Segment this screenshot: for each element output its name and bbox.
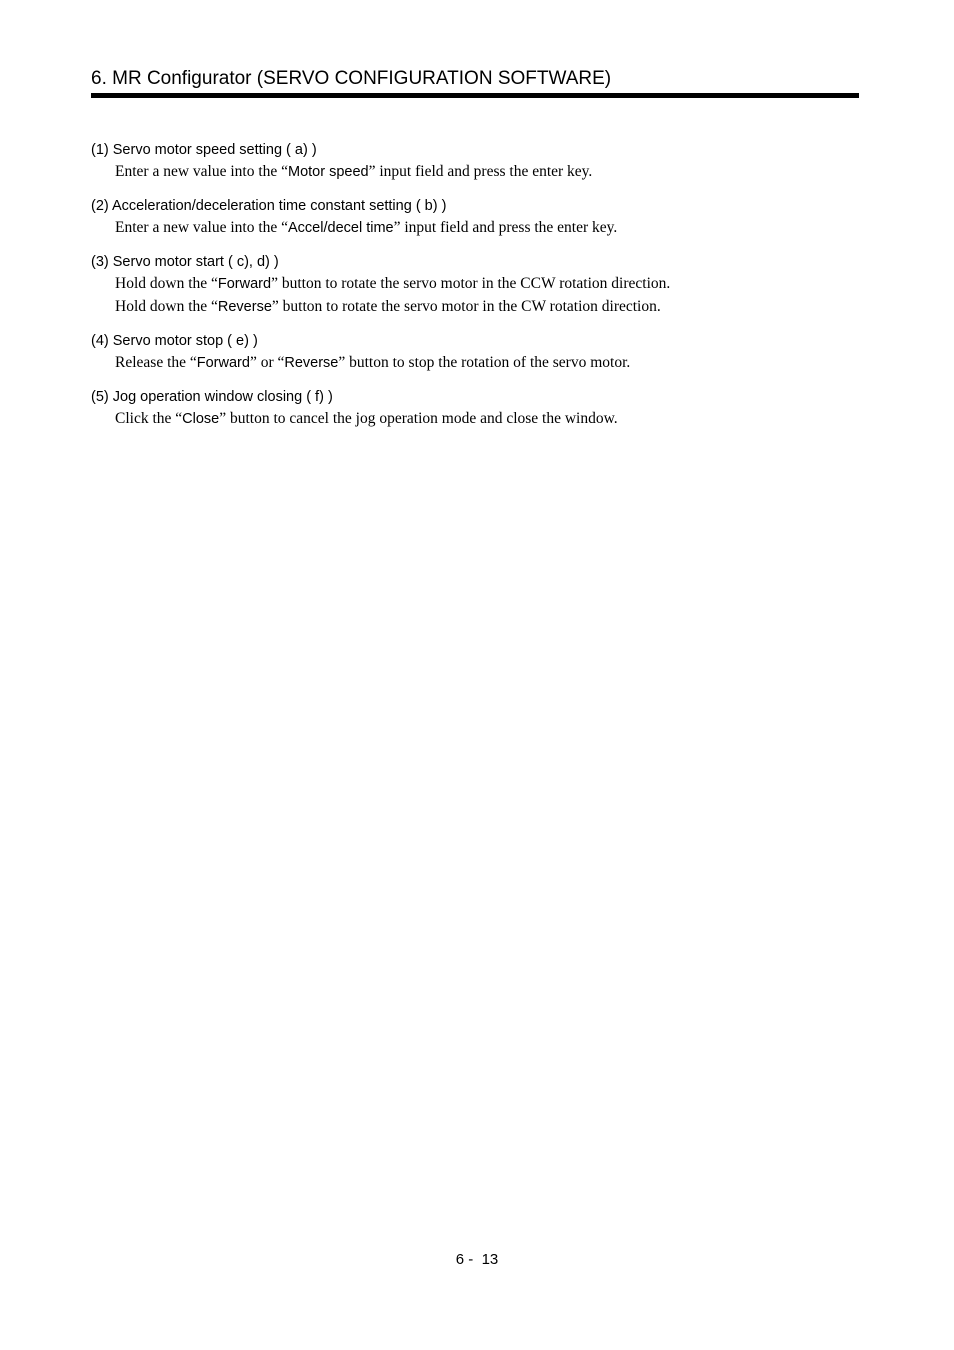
instruction-text: Hold down the “	[115, 298, 218, 315]
ui-term: Motor speed	[288, 164, 369, 180]
instruction-section	[91, 387, 871, 430]
header-rule	[91, 93, 859, 98]
chapter-title: 6. MR Configurator (SERVO CONFIGURATION SOFTWARE)	[91, 68, 612, 89]
instruction-line	[91, 407, 871, 430]
ui-term: Accel/decel time	[288, 220, 394, 236]
ui-term: Reverse	[217, 299, 272, 315]
page-number: 6 - 13	[455, 1251, 499, 1268]
instruction-section	[91, 331, 871, 374]
instruction-section	[91, 140, 871, 183]
instruction-section	[91, 252, 871, 318]
instruction-line	[91, 216, 871, 239]
instruction-line	[91, 351, 871, 374]
instruction-text: Release the “	[115, 354, 197, 371]
instruction-text: ” button to cancel the jog operation mode and close the window.	[219, 410, 618, 427]
instruction-text: ” or “	[249, 354, 285, 371]
instruction-text: ” button to rotate the servo motor in the CCW rotation direction.	[271, 275, 671, 292]
instruction-line	[91, 295, 871, 318]
section-heading: (5) Jog operation window closing ( f) )	[91, 389, 333, 405]
section-heading: (2) Acceleration/deceleration time constant setting ( b) )	[91, 198, 447, 214]
instruction-text: Enter a new value into the “	[115, 163, 289, 180]
instruction-text: Click the “	[115, 410, 183, 427]
instruction-line	[91, 160, 871, 183]
section-heading: (3) Servo motor start ( c), d) )	[91, 254, 279, 270]
ui-term: Close	[182, 411, 220, 427]
instruction-text: ” button to rotate the servo motor in the CW rotation direction.	[271, 298, 661, 315]
instructions-content	[91, 140, 871, 443]
instruction-text: Hold down the “	[115, 275, 218, 292]
instruction-text: ” input field and press the enter key.	[368, 163, 593, 180]
instruction-line	[91, 272, 871, 295]
section-heading: (4) Servo motor stop ( e) )	[91, 333, 258, 349]
instruction-text: ” button to stop the rotation of the servo motor.	[338, 354, 631, 371]
instruction-text: ” input field and press the enter key.	[393, 219, 618, 236]
instruction-section	[91, 196, 871, 239]
ui-term: Reverse	[284, 355, 339, 371]
page-header	[91, 66, 859, 98]
instruction-text: Enter a new value into the “	[115, 219, 289, 236]
ui-term: Forward	[196, 355, 250, 371]
section-heading: (1) Servo motor speed setting ( a) )	[91, 142, 317, 158]
ui-term: Forward	[217, 276, 272, 292]
